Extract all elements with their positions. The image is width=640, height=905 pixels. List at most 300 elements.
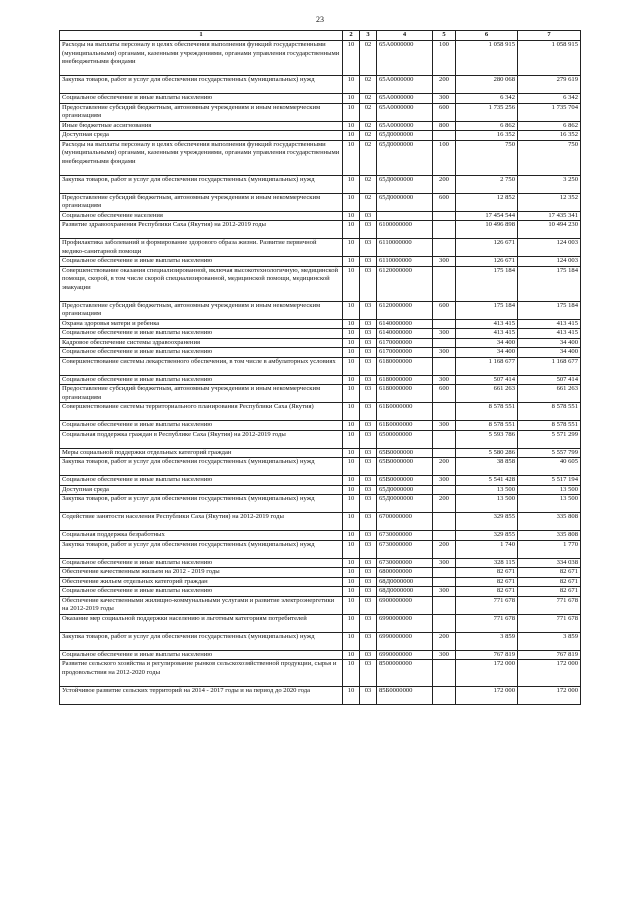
row-section: 10 [343, 421, 360, 431]
row-amount-year1: 6 342 [456, 94, 518, 104]
row-name: Обеспечение качественным жильем на 2012 - 2019 годы [60, 568, 343, 578]
table-row [60, 41, 581, 76]
row-section: 10 [343, 121, 360, 131]
row-subsection: 02 [360, 175, 377, 193]
row-amount-year2: 6 862 [518, 121, 581, 131]
row-section: 10 [343, 357, 360, 375]
row-amount-year2: 34 400 [518, 348, 581, 358]
row-amount-year1: 6 862 [456, 121, 518, 131]
row-amount-year1: 8 578 551 [456, 421, 518, 431]
row-amount-year1: 82 671 [456, 587, 518, 597]
budget-table [59, 30, 581, 705]
row-expense-type [433, 403, 456, 421]
row-subsection: 02 [360, 41, 377, 76]
row-target-article: 65Д0000000 [377, 140, 433, 175]
row-section: 10 [343, 458, 360, 476]
row-amount-year2: 3 250 [518, 175, 581, 193]
row-amount-year1: 172 000 [456, 660, 518, 687]
row-section: 10 [343, 239, 360, 257]
row-name: Кадровое обеспечение системы здравоохранения [60, 338, 343, 348]
row-amount-year1: 767 819 [456, 650, 518, 660]
row-target-article: 6990000000 [377, 650, 433, 660]
row-section: 10 [343, 301, 360, 319]
row-expense-type: 600 [433, 193, 456, 211]
table-row [60, 596, 581, 614]
row-name: Социальная поддержка граждан в Республике Саха (Якутия) на 2012-2019 годы [60, 430, 343, 448]
row-expense-type [433, 660, 456, 687]
row-target-article: 65В0000000 [377, 458, 433, 476]
row-target-article: 6800000000 [377, 568, 433, 578]
row-section: 10 [343, 375, 360, 385]
row-section: 10 [343, 103, 360, 121]
row-target-article: 6730000000 [377, 558, 433, 568]
row-section: 10 [343, 632, 360, 650]
row-target-article: 68Д0000000 [377, 587, 433, 597]
row-name: Закупка товаров, работ и услуг для обеспечения государственных (муниципальных) нужд [60, 76, 343, 94]
row-amount-year1: 82 671 [456, 568, 518, 578]
row-amount-year1: 126 671 [456, 257, 518, 267]
row-section: 10 [343, 476, 360, 486]
row-subsection: 03 [360, 587, 377, 597]
row-section: 10 [343, 577, 360, 587]
table-row [60, 239, 581, 257]
row-expense-type: 200 [433, 540, 456, 558]
row-amount-year2: 335 808 [518, 513, 581, 531]
row-amount-year1: 328 115 [456, 558, 518, 568]
col-header-section: 2 [343, 31, 360, 41]
row-name: Социальное обеспечение и иные выплаты населению [60, 421, 343, 431]
row-section: 10 [343, 448, 360, 458]
row-amount-year2: 17 435 341 [518, 211, 581, 221]
row-amount-year1: 172 000 [456, 686, 518, 704]
row-target-article: 6180000000 [377, 375, 433, 385]
row-subsection: 03 [360, 403, 377, 421]
row-section: 10 [343, 495, 360, 513]
row-section: 10 [343, 568, 360, 578]
row-name: Меры социальной поддержки отдельных категорий граждан [60, 448, 343, 458]
table-row [60, 458, 581, 476]
row-expense-type [433, 221, 456, 239]
row-amount-year1: 175 184 [456, 301, 518, 319]
row-section: 10 [343, 140, 360, 175]
table-row [60, 558, 581, 568]
row-name: Социальное обеспечение и иные выплаты населению [60, 348, 343, 358]
row-section: 10 [343, 660, 360, 687]
row-name: Расходы на выплаты персоналу в целях обеспечения выполнения функций государственными (муниципальными) органами, казенными учреждениями, органами управления государственными внебюджетными фондами [60, 140, 343, 175]
row-expense-type [433, 577, 456, 587]
row-target-article: 6180000000 [377, 357, 433, 375]
row-amount-year2: 82 671 [518, 577, 581, 587]
row-subsection: 02 [360, 140, 377, 175]
table-row [60, 577, 581, 587]
table-row [60, 140, 581, 175]
row-section: 10 [343, 338, 360, 348]
row-subsection: 03 [360, 221, 377, 239]
row-subsection: 02 [360, 121, 377, 131]
row-expense-type: 300 [433, 257, 456, 267]
row-target-article: 65Д0000000 [377, 485, 433, 495]
table-row [60, 319, 581, 329]
row-amount-year2: 413 415 [518, 329, 581, 339]
row-target-article: 65А0000000 [377, 121, 433, 131]
row-amount-year1: 38 858 [456, 458, 518, 476]
row-section: 10 [343, 211, 360, 221]
row-amount-year2: 10 494 230 [518, 221, 581, 239]
table-row [60, 568, 581, 578]
row-subsection: 03 [360, 319, 377, 329]
row-target-article: 65Д0000000 [377, 495, 433, 513]
row-amount-year2: 507 414 [518, 375, 581, 385]
row-section: 10 [343, 257, 360, 267]
row-amount-year2: 124 003 [518, 239, 581, 257]
row-target-article: 65В0000000 [377, 476, 433, 486]
table-row [60, 531, 581, 541]
row-amount-year2: 124 003 [518, 257, 581, 267]
row-name: Охрана здоровья матери и ребенка [60, 319, 343, 329]
row-name: Закупка товаров, работ и услуг для обеспечения государственных (муниципальных) нужд [60, 540, 343, 558]
row-expense-type [433, 686, 456, 704]
row-target-article: 6700000000 [377, 513, 433, 531]
table-row [60, 175, 581, 193]
row-amount-year1: 13 500 [456, 485, 518, 495]
row-amount-year2: 6 342 [518, 94, 581, 104]
row-amount-year2: 172 000 [518, 660, 581, 687]
row-name: Социальная поддержка безработных [60, 531, 343, 541]
row-expense-type [433, 319, 456, 329]
row-target-article: 65А0000000 [377, 94, 433, 104]
row-amount-year2: 334 038 [518, 558, 581, 568]
row-subsection: 03 [360, 357, 377, 375]
row-subsection: 03 [360, 596, 377, 614]
row-section: 10 [343, 686, 360, 704]
row-target-article: 68Д0000000 [377, 577, 433, 587]
table-row [60, 211, 581, 221]
row-subsection: 03 [360, 338, 377, 348]
table-row [60, 375, 581, 385]
row-expense-type [433, 266, 456, 301]
row-expense-type: 200 [433, 495, 456, 513]
row-amount-year2: 5 557 799 [518, 448, 581, 458]
row-target-article: 65А0000000 [377, 76, 433, 94]
row-target-article: 6170000000 [377, 348, 433, 358]
table-row [60, 660, 581, 687]
row-subsection: 03 [360, 257, 377, 267]
col-header-target-article: 4 [377, 31, 433, 41]
row-amount-year2: 12 352 [518, 193, 581, 211]
row-amount-year1: 16 352 [456, 131, 518, 141]
page-number: 23 [316, 15, 324, 24]
row-target-article: 6900000000 [377, 596, 433, 614]
row-expense-type: 600 [433, 385, 456, 403]
row-target-article: 6120000000 [377, 301, 433, 319]
row-amount-year2: 8 578 551 [518, 421, 581, 431]
row-name: Социальное обеспечение и иные выплаты населению [60, 476, 343, 486]
row-target-article: 6120000000 [377, 266, 433, 301]
table-row [60, 632, 581, 650]
row-section: 10 [343, 319, 360, 329]
row-section: 10 [343, 540, 360, 558]
table-row [60, 348, 581, 358]
row-expense-type: 300 [433, 375, 456, 385]
row-amount-year2: 413 415 [518, 319, 581, 329]
row-section: 10 [343, 221, 360, 239]
table-row [60, 495, 581, 513]
row-amount-year1: 750 [456, 140, 518, 175]
row-amount-year2: 767 819 [518, 650, 581, 660]
row-name: Социальное обеспечение населения [60, 211, 343, 221]
row-subsection: 03 [360, 476, 377, 486]
row-expense-type [433, 131, 456, 141]
row-name: Закупка товаров, работ и услуг для обеспечения государственных (муниципальных) нужд [60, 632, 343, 650]
col-header-name: 1 [60, 31, 343, 41]
row-expense-type: 200 [433, 632, 456, 650]
row-amount-year2: 82 671 [518, 568, 581, 578]
row-name: Обеспечение жильем отдельных категорий граждан [60, 577, 343, 587]
row-subsection: 02 [360, 103, 377, 121]
row-section: 10 [343, 531, 360, 541]
row-expense-type: 300 [433, 94, 456, 104]
row-name: Социальное обеспечение и иные выплаты населению [60, 94, 343, 104]
row-subsection: 03 [360, 513, 377, 531]
row-target-article: 65А0000000 [377, 103, 433, 121]
row-amount-year2: 1 058 915 [518, 41, 581, 76]
table-row [60, 76, 581, 94]
row-section: 10 [343, 650, 360, 660]
row-subsection: 03 [360, 421, 377, 431]
row-expense-type: 200 [433, 458, 456, 476]
table-row [60, 221, 581, 239]
row-expense-type: 300 [433, 348, 456, 358]
row-subsection: 03 [360, 375, 377, 385]
row-amount-year1: 329 855 [456, 531, 518, 541]
row-section: 10 [343, 348, 360, 358]
row-target-article: 6990000000 [377, 632, 433, 650]
row-amount-year1: 1 735 256 [456, 103, 518, 121]
row-target-article: 6110000000 [377, 257, 433, 267]
row-amount-year2: 771 678 [518, 596, 581, 614]
col-header-expense-type: 5 [433, 31, 456, 41]
row-expense-type: 100 [433, 41, 456, 76]
row-subsection: 03 [360, 348, 377, 358]
table-row [60, 131, 581, 141]
table-row [60, 338, 581, 348]
row-amount-year2: 3 859 [518, 632, 581, 650]
row-amount-year1: 10 496 898 [456, 221, 518, 239]
row-amount-year2: 771 678 [518, 614, 581, 632]
row-expense-type: 300 [433, 650, 456, 660]
row-target-article: 6100000000 [377, 221, 433, 239]
row-expense-type [433, 430, 456, 448]
row-name: Предоставление субсидий бюджетным, автономным учреждениям и иным некоммерческим организациям [60, 103, 343, 121]
row-name: Предоставление субсидий бюджетным, автономным учреждениям и иным некоммерческим организациям [60, 385, 343, 403]
row-section: 10 [343, 266, 360, 301]
row-amount-year2: 661 263 [518, 385, 581, 403]
table-row [60, 329, 581, 339]
row-subsection: 03 [360, 540, 377, 558]
row-amount-year2: 1 770 [518, 540, 581, 558]
table-row [60, 485, 581, 495]
row-amount-year1: 1 168 677 [456, 357, 518, 375]
row-amount-year2: 5 517 194 [518, 476, 581, 486]
row-target-article: 65Д0000000 [377, 131, 433, 141]
row-name: Предоставление субсидий бюджетным, автономным учреждениям и иным некоммерческим организациям [60, 193, 343, 211]
row-expense-type [433, 596, 456, 614]
row-section: 10 [343, 41, 360, 76]
row-target-article: 6170000000 [377, 338, 433, 348]
table-row [60, 476, 581, 486]
row-name: Содействие занятости населения Республики Саха (Якутия) на 2012-2019 годы [60, 513, 343, 531]
row-name: Оказание мер социальной поддержки населению и льготным категориям потребителей [60, 614, 343, 632]
row-name: Профилактика заболеваний и формирование здорового образа жизни. Развитие первичной медико-санитарной помощи [60, 239, 343, 257]
row-expense-type [433, 531, 456, 541]
row-amount-year1: 771 678 [456, 596, 518, 614]
row-section: 10 [343, 76, 360, 94]
row-name: Закупка товаров, работ и услуг для обеспечения государственных (муниципальных) нужд [60, 175, 343, 193]
row-name: Совершенствование системы лекарственного обеспечения, в том числе в амбулаторных условиях [60, 357, 343, 375]
row-subsection: 03 [360, 448, 377, 458]
row-subsection: 03 [360, 458, 377, 476]
row-target-article: 6500000000 [377, 430, 433, 448]
row-target-article: 65Д0000000 [377, 193, 433, 211]
row-target-article: 6140000000 [377, 319, 433, 329]
table-row [60, 193, 581, 211]
row-amount-year1: 771 678 [456, 614, 518, 632]
row-amount-year1: 413 415 [456, 329, 518, 339]
row-section: 10 [343, 587, 360, 597]
row-subsection: 03 [360, 650, 377, 660]
row-amount-year1: 8 578 551 [456, 403, 518, 421]
row-name: Доступная среда [60, 131, 343, 141]
table-row [60, 385, 581, 403]
table-row [60, 266, 581, 301]
row-section: 10 [343, 403, 360, 421]
table-row [60, 94, 581, 104]
row-expense-type [433, 338, 456, 348]
row-amount-year1: 329 855 [456, 513, 518, 531]
row-expense-type [433, 448, 456, 458]
row-amount-year2: 1 735 704 [518, 103, 581, 121]
row-section: 10 [343, 329, 360, 339]
row-target-article: 65Д0000000 [377, 175, 433, 193]
row-target-article: 6730000000 [377, 531, 433, 541]
row-name: Социальное обеспечение и иные выплаты населению [60, 587, 343, 597]
row-section: 10 [343, 485, 360, 495]
row-amount-year2: 1 168 677 [518, 357, 581, 375]
row-expense-type [433, 614, 456, 632]
row-amount-year1: 13 500 [456, 495, 518, 513]
row-expense-type [433, 239, 456, 257]
row-subsection: 02 [360, 193, 377, 211]
row-subsection: 03 [360, 239, 377, 257]
row-name: Социальное обеспечение и иные выплаты населению [60, 650, 343, 660]
row-subsection: 03 [360, 301, 377, 319]
col-header-amount-year1: 6 [456, 31, 518, 41]
row-amount-year2: 175 184 [518, 266, 581, 301]
row-amount-year2: 16 352 [518, 131, 581, 141]
row-name: Социальное обеспечение и иные выплаты населению [60, 375, 343, 385]
row-expense-type: 200 [433, 76, 456, 94]
row-section: 10 [343, 385, 360, 403]
table-row [60, 540, 581, 558]
table-row [60, 403, 581, 421]
row-amount-year1: 17 454 544 [456, 211, 518, 221]
row-expense-type [433, 513, 456, 531]
row-target-article: 6110000000 [377, 239, 433, 257]
table-row [60, 686, 581, 704]
row-name: Предоставление субсидий бюджетным, автономным учреждениям и иным некоммерческим организациям [60, 301, 343, 319]
row-section: 10 [343, 94, 360, 104]
row-expense-type: 300 [433, 329, 456, 339]
row-target-article [377, 211, 433, 221]
row-amount-year2: 172 000 [518, 686, 581, 704]
row-target-article: 6180000000 [377, 385, 433, 403]
row-target-article: 6140000000 [377, 329, 433, 339]
row-expense-type: 300 [433, 421, 456, 431]
row-amount-year1: 1 740 [456, 540, 518, 558]
row-subsection: 02 [360, 131, 377, 141]
row-name: Устойчивое развитие сельских территорий на 2014 - 2017 годы и на период до 2020 года [60, 686, 343, 704]
row-amount-year1: 82 671 [456, 577, 518, 587]
table-row [60, 587, 581, 597]
col-header-amount-year2: 7 [518, 31, 581, 41]
row-expense-type [433, 568, 456, 578]
row-expense-type: 300 [433, 587, 456, 597]
row-name: Развитие сельского хозяйства и регулирование рынков сельскохозяйственной продукции, сырья и продовольствия на 2012-2020 годы [60, 660, 343, 687]
row-subsection: 03 [360, 558, 377, 568]
row-name: Социальное обеспечение и иные выплаты населению [60, 329, 343, 339]
row-subsection: 03 [360, 686, 377, 704]
row-amount-year1: 34 400 [456, 338, 518, 348]
row-amount-year1: 280 068 [456, 76, 518, 94]
row-section: 10 [343, 131, 360, 141]
row-amount-year2: 5 571 299 [518, 430, 581, 448]
row-expense-type [433, 211, 456, 221]
row-name: Развитие здравоохранения Республики Саха (Якутия) на 2012-2019 годы [60, 221, 343, 239]
table-row [60, 448, 581, 458]
row-subsection: 03 [360, 329, 377, 339]
row-subsection: 03 [360, 632, 377, 650]
row-name: Иные бюджетные ассигнования [60, 121, 343, 131]
row-name: Обеспечение качественными жилищно-коммунальными услугами и развитие электроэнергетики на 2012-2019 годы [60, 596, 343, 614]
row-amount-year1: 175 184 [456, 266, 518, 301]
row-section: 10 [343, 513, 360, 531]
row-amount-year1: 5 580 286 [456, 448, 518, 458]
row-amount-year1: 12 852 [456, 193, 518, 211]
row-amount-year2: 750 [518, 140, 581, 175]
row-amount-year2: 335 808 [518, 531, 581, 541]
row-amount-year1: 2 750 [456, 175, 518, 193]
row-amount-year2: 13 500 [518, 485, 581, 495]
row-section: 10 [343, 614, 360, 632]
row-amount-year1: 507 414 [456, 375, 518, 385]
table-row [60, 650, 581, 660]
row-subsection: 03 [360, 385, 377, 403]
row-name: Доступная среда [60, 485, 343, 495]
row-expense-type: 200 [433, 175, 456, 193]
row-amount-year1: 126 671 [456, 239, 518, 257]
row-expense-type [433, 485, 456, 495]
table-row [60, 357, 581, 375]
row-subsection: 02 [360, 94, 377, 104]
row-amount-year1: 5 593 786 [456, 430, 518, 448]
row-subsection: 03 [360, 568, 377, 578]
row-section: 10 [343, 430, 360, 448]
table-row [60, 614, 581, 632]
row-section: 10 [343, 175, 360, 193]
row-subsection: 03 [360, 531, 377, 541]
row-amount-year2: 175 184 [518, 301, 581, 319]
col-header-subsection: 3 [360, 31, 377, 41]
